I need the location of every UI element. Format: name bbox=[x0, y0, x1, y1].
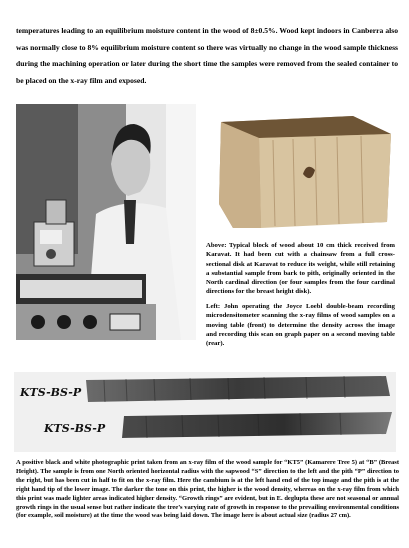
caption-xray-print: A positive black and white photographic print taken from an x-ray film of the wood sample for “KT5” (Kamarere Tree 5) at “B” (Breast Height). The sample is from one North oriented horizontal radius with the sapwood “S” direction to the left and the pith “P” direction to the right, but has been cut in half to fit on the x-ray film. Here the cambium is at the left hand end of the top image and the pith is at the right hand tip of the lower image. The darker the tone on this print, the higher is the wood density, whereas on the x-ray film from which this print was made lighter areas indicated higher density. “Growth rings” are evident, but in E. deglupta these are not seasonal or annual growth rings in the usual sense but rather indicate the tree’s varying rate of growth in response to the prevailing environmental conditions (for example, soil moisture) at the time the wood was being laid down. The image here is about actual size (radius 27 cm). bbox=[16, 459, 399, 520]
xray-label-top: KTS-BS-P bbox=[20, 386, 82, 399]
body-paragraph-top: temperatures leading to an equilibrium moisture content in the wood of 8±0.5%. Wood kept indoors in Canberra also was normally close to 8% equilibrium moisture content so there was virtually no change in the wood sample thickness during the machining operation or later during the short time the samples were removed from the sealed container to be placed on the x-ray film and exposed. bbox=[16, 26, 398, 85]
photo-wood-block bbox=[203, 104, 395, 234]
caption-above-wood-block: Above: Typical block of wood about 10 cm thick received from Karavat. It had been cut with a chainsaw from a full cross-sectional disk at Karavat to reduce its weight, while still retaining a substantial sample from bark to pith, originally oriented in the North cardinal direction (or four samples from the four cardinal directions for the breast height disk). bbox=[206, 242, 395, 296]
photo-john-operating-microdensitometer bbox=[16, 104, 196, 340]
caption-left-john: Left: John operating the Joyce Loebl double-beam recording microdensitometer scanning the x-ray films of wood samples on a moving table (front) to determine the density across the image and recording this scan on graph paper on a second moving table (rear). bbox=[206, 303, 395, 348]
xray-label-bottom: KTS-BS-P bbox=[44, 422, 106, 435]
xray-print-image bbox=[14, 372, 396, 452]
